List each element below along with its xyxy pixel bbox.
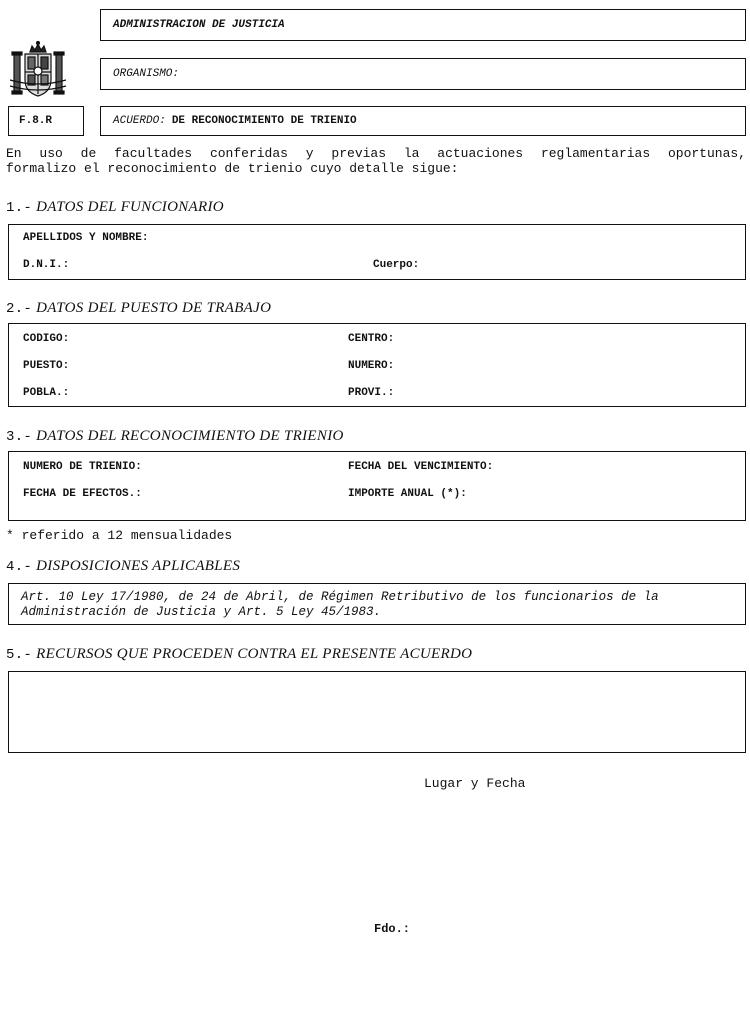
intro-paragraph bbox=[6, 146, 746, 176]
trienio-frame bbox=[8, 451, 746, 521]
dni-field: D.N.I.: bbox=[23, 259, 70, 271]
importe-anual-field: IMPORTE ANUAL (*): bbox=[348, 488, 467, 500]
fdo-label: Fdo.: bbox=[374, 922, 411, 936]
puesto-frame bbox=[8, 323, 746, 407]
intro-line-2: formalizo el reconocimiento de trienio cuyo detalle sigue: bbox=[6, 161, 459, 176]
acuerdo-title: DE RECONOCIMIENTO DE TRIENIO bbox=[171, 115, 357, 127]
acuerdo-box bbox=[100, 106, 746, 136]
acuerdo-prefix: ACUERDO: bbox=[113, 115, 166, 127]
form-code-box bbox=[8, 106, 84, 136]
section-3-title: 3.- DATOS DEL RECONOCIMIENTO DE TRIENIO bbox=[6, 428, 344, 445]
cuerpo-field: Cuerpo: bbox=[373, 259, 420, 271]
form-code: F.8.R bbox=[19, 115, 53, 127]
section-1-title: 1.- DATOS DEL FUNCIONARIO bbox=[6, 199, 224, 216]
recursos-frame bbox=[8, 671, 746, 753]
apellidos-field: APELLIDOS Y NOMBRE: bbox=[23, 232, 149, 244]
disposiciones-frame bbox=[8, 583, 746, 625]
lugar-fecha: Lugar y Fecha bbox=[424, 776, 526, 791]
numero-trienio-field: NUMERO DE TRIENIO: bbox=[23, 461, 142, 473]
disposiciones-line-2: Administración de Justicia y Art. 5 Ley 45/1983. bbox=[21, 605, 382, 619]
coat-of-arms-icon bbox=[8, 40, 68, 102]
section-4-title: 4.- DISPOSICIONES APLICABLES bbox=[6, 558, 241, 575]
centro-field: CENTRO: bbox=[348, 333, 395, 345]
administration-box bbox=[100, 9, 746, 41]
fecha-efectos-field: FECHA DE EFECTOS.: bbox=[23, 488, 142, 500]
fecha-vencimiento-field: FECHA DEL VENCIMIENTO: bbox=[348, 461, 494, 473]
section-2-title: 2.- DATOS DEL PUESTO DE TRABAJO bbox=[6, 300, 272, 317]
numero-field: NUMERO: bbox=[348, 360, 395, 372]
organismo-label: ORGANISMO: bbox=[113, 68, 180, 80]
disposiciones-line-1: Art. 10 Ley 17/1980, de 24 de Abril, de Régimen Retributivo de los funcionarios de la bbox=[21, 590, 659, 604]
organismo-box bbox=[100, 58, 746, 90]
section-5-title: 5.- RECURSOS QUE PROCEDEN CONTRA EL PRESENTE ACUERDO bbox=[6, 646, 473, 663]
codigo-field: CODIGO: bbox=[23, 333, 70, 345]
importe-footnote: * referido a 12 mensualidades bbox=[6, 528, 233, 543]
intro-line-1: En uso de facultades conferidas y previas la actuaciones reglamentarias oportunas, bbox=[6, 146, 746, 161]
pobla-field: POBLA.: bbox=[23, 387, 70, 399]
administration-label: ADMINISTRACION DE JUSTICIA bbox=[113, 19, 285, 31]
provi-field: PROVI.: bbox=[348, 387, 395, 399]
puesto-field: PUESTO: bbox=[23, 360, 70, 372]
funcionario-frame bbox=[8, 224, 746, 280]
